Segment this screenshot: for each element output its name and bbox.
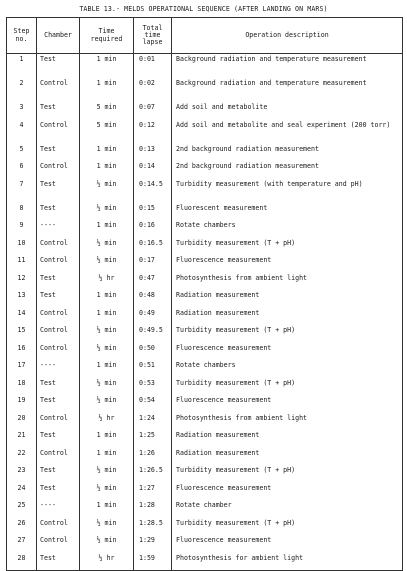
time-required-cell: ½ hr <box>80 413 134 431</box>
time-required-cell: 1 min <box>80 54 134 79</box>
time-required-cell: 1 min <box>80 290 134 308</box>
table-row <box>7 535 403 553</box>
total-time-lapse-cell: 1:28.5 <box>134 518 172 536</box>
time-required-cell: ½ hr <box>80 553 134 571</box>
step-cell: 25 <box>7 500 37 518</box>
time-required-cell: ½ min <box>80 518 134 536</box>
chamber-cell: Control <box>37 343 80 361</box>
table-row <box>7 54 403 79</box>
total-time-lapse-cell: 0:13 <box>134 144 172 162</box>
operation-description-cell: Radiation measurement <box>172 430 403 448</box>
total-time-lapse-cell: 1:25 <box>134 430 172 448</box>
table-row <box>7 120 403 144</box>
total-time-lapse-cell: 0:16 <box>134 220 172 238</box>
operation-description-cell: Background radiation and temperature measurement <box>172 54 403 79</box>
total-time-lapse-cell: 1:29 <box>134 535 172 553</box>
total-time-lapse-cell: 0:51 <box>134 360 172 378</box>
table-row <box>7 325 403 343</box>
table-row <box>7 553 403 571</box>
total-time-lapse-cell: 0:07 <box>134 102 172 120</box>
step-cell: 12 <box>7 273 37 291</box>
time-required-cell: ½ min <box>80 465 134 483</box>
time-required-cell: 1 min <box>80 161 134 179</box>
time-required-cell: 1 min <box>80 78 134 102</box>
operation-description-cell: Fluorescence measurement <box>172 395 403 413</box>
chamber-cell: Control <box>37 518 80 536</box>
step-cell: 27 <box>7 535 37 553</box>
chamber-cell: Test <box>37 430 80 448</box>
operation-description-cell: Rotate chambers <box>172 360 403 378</box>
table-row <box>7 308 403 326</box>
chamber-cell: ---- <box>37 220 80 238</box>
table-row <box>7 395 403 413</box>
time-required-cell: ½ min <box>80 255 134 273</box>
time-required-cell: 1 min <box>80 220 134 238</box>
step-cell: 4 <box>7 120 37 144</box>
total-time-lapse-cell: 0:49.5 <box>134 325 172 343</box>
table-row <box>7 378 403 396</box>
time-required-cell: 1 min <box>80 144 134 162</box>
chamber-cell: Test <box>37 395 80 413</box>
table-header <box>7 18 403 54</box>
step-cell: 2 <box>7 78 37 102</box>
step-cell: 14 <box>7 308 37 326</box>
chamber-cell: ---- <box>37 360 80 378</box>
chamber-cell: Test <box>37 553 80 571</box>
table-row <box>7 255 403 273</box>
table-body <box>7 54 403 571</box>
total-time-lapse-cell: 0:15 <box>134 203 172 221</box>
table-row <box>7 343 403 361</box>
step-cell: 28 <box>7 553 37 571</box>
chamber-cell: Test <box>37 378 80 396</box>
total-time-lapse-cell: 1:26.5 <box>134 465 172 483</box>
total-time-lapse-cell: 0:14 <box>134 161 172 179</box>
step-cell: 19 <box>7 395 37 413</box>
table-row <box>7 448 403 466</box>
step-cell: 17 <box>7 360 37 378</box>
chamber-cell: Test <box>37 102 80 120</box>
operation-description-cell: Turbidity measurement (T + pH) <box>172 325 403 343</box>
chamber-cell: Test <box>37 273 80 291</box>
chamber-cell: Test <box>37 179 80 203</box>
chamber-cell: Control <box>37 535 80 553</box>
operation-description-cell: Radiation measurement <box>172 290 403 308</box>
operation-description-cell: Photosynthesis for ambient light <box>172 553 403 571</box>
header-step: Step no. <box>7 18 37 54</box>
chamber-cell: Control <box>37 308 80 326</box>
chamber-cell: ---- <box>37 500 80 518</box>
total-time-lapse-cell: 1:24 <box>134 413 172 431</box>
step-cell: 24 <box>7 483 37 501</box>
time-required-cell: 1 min <box>80 430 134 448</box>
chamber-cell: Test <box>37 144 80 162</box>
chamber-cell: Test <box>37 203 80 221</box>
time-required-cell: ½ min <box>80 535 134 553</box>
chamber-cell: Control <box>37 255 80 273</box>
total-time-lapse-cell: 0:48 <box>134 290 172 308</box>
step-cell: 18 <box>7 378 37 396</box>
step-cell: 20 <box>7 413 37 431</box>
header-chamber: Chamber <box>37 18 80 54</box>
operation-description-cell: Photosynthesis from ambient light <box>172 273 403 291</box>
operation-description-cell: Turbidity measurement (T + pH) <box>172 465 403 483</box>
total-time-lapse-cell: 1:59 <box>134 553 172 571</box>
step-cell: 21 <box>7 430 37 448</box>
time-required-cell: ½ min <box>80 325 134 343</box>
time-required-cell: ½ min <box>80 179 134 203</box>
step-cell: 16 <box>7 343 37 361</box>
chamber-cell: Test <box>37 54 80 79</box>
chamber-cell: Control <box>37 448 80 466</box>
table-row <box>7 78 403 102</box>
time-required-cell: ½ min <box>80 343 134 361</box>
time-required-cell: 1 min <box>80 360 134 378</box>
operation-description-cell: Rotate chambers <box>172 220 403 238</box>
operation-description-cell: Turbidity measurement (T + pH) <box>172 378 403 396</box>
chamber-cell: Control <box>37 78 80 102</box>
operation-description-cell: Fluorescence measurement <box>172 255 403 273</box>
total-time-lapse-cell: 0:54 <box>134 395 172 413</box>
total-time-lapse-cell: 1:27 <box>134 483 172 501</box>
step-cell: 3 <box>7 102 37 120</box>
total-time-lapse-cell: 0:02 <box>134 78 172 102</box>
time-required-cell: ½ min <box>80 378 134 396</box>
table-row <box>7 238 403 256</box>
step-cell: 22 <box>7 448 37 466</box>
time-required-cell: 5 min <box>80 102 134 120</box>
header-operation-description: Operation description <box>172 18 403 54</box>
step-cell: 8 <box>7 203 37 221</box>
chamber-cell: Control <box>37 161 80 179</box>
table-row <box>7 290 403 308</box>
step-cell: 15 <box>7 325 37 343</box>
step-cell: 6 <box>7 161 37 179</box>
step-cell: 9 <box>7 220 37 238</box>
operational-sequence-table <box>6 17 403 571</box>
table-row <box>7 179 403 203</box>
total-time-lapse-cell: 0:01 <box>134 54 172 79</box>
step-cell: 11 <box>7 255 37 273</box>
total-time-lapse-cell: 0:47 <box>134 273 172 291</box>
chamber-cell: Control <box>37 413 80 431</box>
time-required-cell: ½ min <box>80 203 134 221</box>
operation-description-cell: 2nd background radiation measurement <box>172 161 403 179</box>
table-row <box>7 413 403 431</box>
table-row <box>7 465 403 483</box>
time-required-cell: 1 min <box>80 448 134 466</box>
step-cell: 1 <box>7 54 37 79</box>
operation-description-cell: Turbidity measurement (T + pH) <box>172 238 403 256</box>
total-time-lapse-cell: 0:14.5 <box>134 179 172 203</box>
step-cell: 10 <box>7 238 37 256</box>
table-row <box>7 144 403 162</box>
operation-description-cell: Turbidity measurement (T + pH) <box>172 518 403 536</box>
operation-description-cell: Turbidity measurement (with temperature and pH) <box>172 179 403 203</box>
total-time-lapse-cell: 1:26 <box>134 448 172 466</box>
total-time-lapse-cell: 0:53 <box>134 378 172 396</box>
table-title: TABLE 13.- MELDS OPERATIONAL SEQUENCE (AFTER LANDING ON MARS) <box>79 5 328 13</box>
header-time-required: Time required <box>80 18 134 54</box>
total-time-lapse-cell: 0:12 <box>134 120 172 144</box>
operation-description-cell: Rotate chamber <box>172 500 403 518</box>
chamber-cell: Control <box>37 325 80 343</box>
chamber-cell: Test <box>37 465 80 483</box>
chamber-cell: Test <box>37 483 80 501</box>
operation-description-cell: Photosynthesis from ambient light <box>172 413 403 431</box>
total-time-lapse-cell: 0:50 <box>134 343 172 361</box>
chamber-cell: Control <box>37 120 80 144</box>
step-cell: 13 <box>7 290 37 308</box>
operation-description-cell: Fluorescence measurement <box>172 483 403 501</box>
step-cell: 7 <box>7 179 37 203</box>
time-required-cell: ½ min <box>80 483 134 501</box>
operation-description-cell: Fluorescence measurement <box>172 535 403 553</box>
operation-description-cell: Radiation measurement <box>172 448 403 466</box>
table-row <box>7 360 403 378</box>
table-row <box>7 220 403 238</box>
chamber-cell: Control <box>37 238 80 256</box>
time-required-cell: ½ min <box>80 395 134 413</box>
table-row <box>7 500 403 518</box>
time-required-cell: 5 min <box>80 120 134 144</box>
total-time-lapse-cell: 0:16.5 <box>134 238 172 256</box>
table-row <box>7 102 403 120</box>
step-cell: 26 <box>7 518 37 536</box>
operation-description-cell: Radiation measurement <box>172 308 403 326</box>
total-time-lapse-cell: 1:28 <box>134 500 172 518</box>
header-total-time-lapse: Total time lapse <box>134 18 172 54</box>
chamber-cell: Test <box>37 290 80 308</box>
table-row <box>7 518 403 536</box>
time-required-cell: ½ hr <box>80 273 134 291</box>
operation-description-cell: Fluorescence measurement <box>172 343 403 361</box>
operation-description-cell: Background radiation and temperature measurement <box>172 78 403 102</box>
step-cell: 23 <box>7 465 37 483</box>
operation-description-cell: Add soil and metabolite <box>172 102 403 120</box>
total-time-lapse-cell: 0:49 <box>134 308 172 326</box>
total-time-lapse-cell: 0:17 <box>134 255 172 273</box>
time-required-cell: 1 min <box>80 308 134 326</box>
table-row <box>7 273 403 291</box>
time-required-cell: 1 min <box>80 500 134 518</box>
step-cell: 5 <box>7 144 37 162</box>
operation-description-cell: Add soil and metabolite and seal experiment (200 torr) <box>172 120 403 144</box>
table-row <box>7 161 403 179</box>
time-required-cell: ½ min <box>80 238 134 256</box>
operation-description-cell: Fluorescent measurement <box>172 203 403 221</box>
table-row <box>7 203 403 221</box>
operation-description-cell: 2nd background radiation measurement <box>172 144 403 162</box>
table-row <box>7 430 403 448</box>
table-row <box>7 483 403 501</box>
